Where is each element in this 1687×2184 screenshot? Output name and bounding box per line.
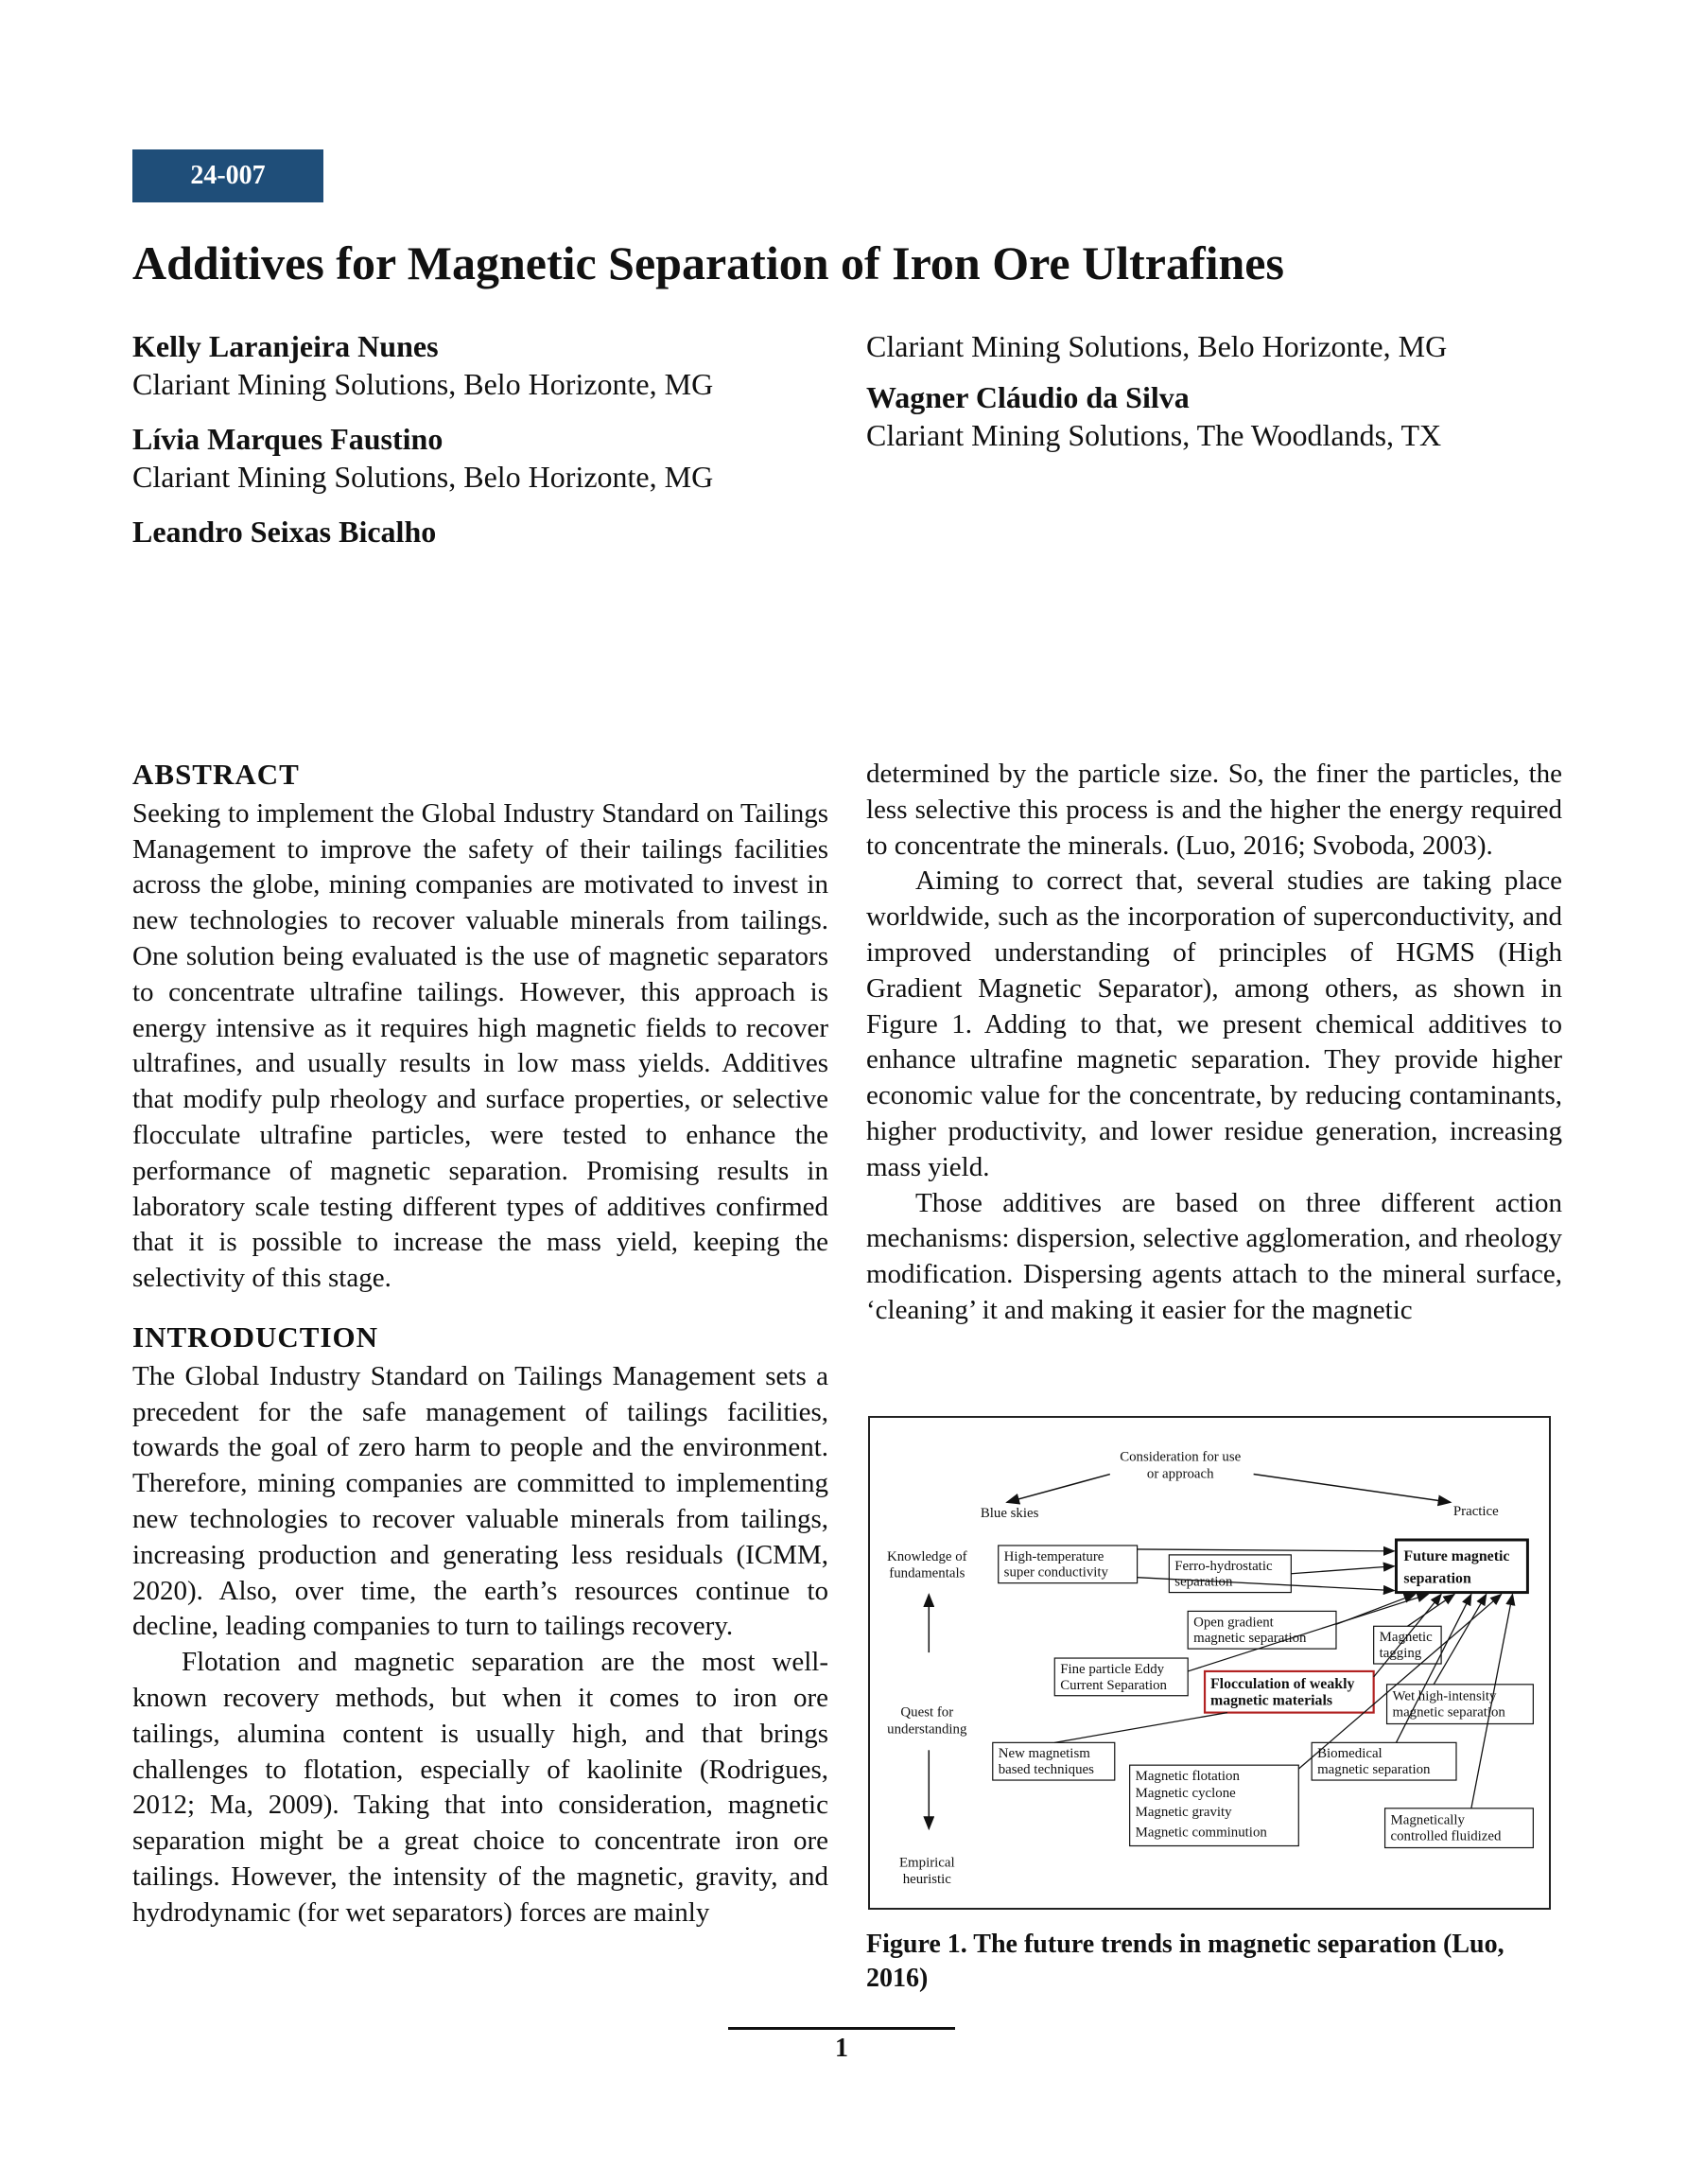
abstract-text: Seeking to implement the Global Industry Standard on Tailings Management to improve the safety of their tailings facilities across the globe, mining companies are motivated to invest in new technologies to recover valuable minerals from tailings. One solution being evaluated is the use of magnetic separators to concentrate ultrafine tailings. However, this approach is energy intensive as it requires high magnetic fields to recover ultrafines, and usually results in low mass yields. Additives that modify pulp rheology and surface properties, or selective flocculate ultrafine particles, were tested to enhance the performance of magnetic separation. Promising results in laboratory scale testing different types of additives confirmed that it is possible to increase the mass yield, keeping the selectivity of this stage. (132, 797, 828, 1294)
footer-rule (728, 2027, 955, 2030)
fig-axis-label: understanding (887, 1721, 967, 1738)
fig-axis-label: Quest for (900, 1704, 954, 1721)
left-column (132, 757, 828, 1931)
introduction-heading: INTRODUCTION (132, 1319, 379, 1354)
fig-box-text: Open gradient (1193, 1615, 1274, 1631)
fig-box-text: magnetic separation (1392, 1704, 1505, 1721)
fig-box-text: super conductivity (1003, 1564, 1108, 1581)
page-number: 1 (835, 2034, 848, 2063)
fig-box-text: Fine particle Eddy (1060, 1661, 1165, 1677)
fig-box-text: magnetic materials (1209, 1692, 1333, 1709)
author-affiliation: Clariant Mining Solutions, Belo Horizonte, MG (132, 367, 714, 401)
fig-box-text: magnetic separation (1317, 1762, 1431, 1778)
fig-box-text: Magnetic comminution (1135, 1825, 1267, 1841)
fig-box-text: based techniques (998, 1762, 1094, 1778)
fig-box-text: Flocculation of weakly (1209, 1675, 1355, 1692)
fig-axis-label: fundamentals (889, 1565, 965, 1581)
fig-box-text: Ferro-hydrostatic (1174, 1558, 1273, 1574)
fig-right-top-label: Practice (1452, 1504, 1499, 1520)
author-affiliation: Clariant Mining Solutions, Belo Horizonte, MG (866, 329, 1448, 363)
fig-top-label: or approach (1146, 1466, 1214, 1482)
intro-paragraph: Flotation and magnetic separation are the most well-known recovery methods, but when it comes to iron ore tailings, alumina content is usually high, and that brings challenges to flotation, especially of kaolinite (Rodrigues, 2012; Ma, 2009). Taking that into consideration, magnetic separation might be a great choice to concentrate iron ore tailings. However, the intensity of the magnetic, gravity, and hydrodynamic (for wet separators) forces are mainly (132, 1647, 828, 1928)
paper-id-badge (132, 149, 323, 202)
abstract-heading: ABSTRACT (132, 758, 300, 791)
fig-box-text: separation (1174, 1574, 1233, 1590)
fig-box-text: Future magnetic (1403, 1547, 1510, 1564)
fig-box-text: Magnetically (1390, 1812, 1466, 1828)
author-name: Leandro Seixas Bicalho (132, 515, 437, 549)
fig-box-text: controlled fluidized (1390, 1828, 1502, 1844)
fig-axis-label: heuristic (902, 1872, 951, 1888)
author-affiliation: Clariant Mining Solutions, The Woodlands, TX (866, 418, 1442, 452)
figure-caption: Figure 1. The future trends in magnetic separation (Luo, 2016) (866, 1930, 1504, 1993)
fig-box-text: Current Separation (1060, 1677, 1167, 1693)
fig-box-text: magnetic separation (1193, 1631, 1307, 1647)
intro-paragraph: Aiming to correct that, several studies are taking place worldwide, such as the incorporation of superconductivity, and improved understanding of principles of HGMS (High Gradient Magnetic Separator), among others, as shown in Figure 1. Adding to that, we present chemical additives to enhance ultrafine magnetic separation. They provide higher economic value for the concentrate, by reducing contaminants, higher productivity, and lower residue generation, increasing mass yield. (866, 865, 1562, 1182)
fig-box-text: Magnetic (1379, 1630, 1433, 1646)
fig-box-text: Magnetic cyclone (1135, 1785, 1236, 1801)
fig-box-text: separation (1403, 1570, 1471, 1587)
fig-left-top-label: Blue skies (980, 1506, 1039, 1522)
author-name: Lívia Marques Faustino (132, 422, 443, 456)
author-name: Wagner Cláudio da Silva (866, 380, 1190, 414)
right-column (866, 757, 1562, 1329)
paper-title: Additives for Magnetic Separation of Iron Ore Ultrafines (132, 236, 1284, 289)
fig-arrow (1254, 1475, 1451, 1503)
fig-box-text: Biomedical (1317, 1746, 1383, 1762)
intro-paragraph-continued: determined by the particle size. So, the finer the particles, the less selective this process is and the higher the energy required to concentrate the minerals. (Luo, 2016; Svoboda, 2003). (866, 759, 1562, 861)
authors-left (132, 327, 832, 550)
paper-id: 24-007 (190, 161, 266, 190)
fig-box-text: Magnetic flotation (1135, 1769, 1240, 1785)
fig-box-text: tagging (1379, 1646, 1422, 1662)
intro-paragraph: Those additives are based on three different action mechanisms: dispersion, selective agglomeration, and rheology modification. Dispersing agents attach to the mineral surface, ‘cleaning’ it and making it easier for the magnetic (866, 1187, 1562, 1325)
fig-box-text: Wet high-intensity (1392, 1688, 1497, 1704)
fig-box-text: High-temperature (1003, 1548, 1104, 1564)
intro-paragraph: The Global Industry Standard on Tailings Management sets a precedent for the safe management of tailings facilities, towards the goal of zero harm to people and the environment. Therefore, mining companies are committed to implementing new technologies to recover valuable minerals from tailings, increasing production and generating less residuals (ICMM, 2020). Also, over time, the earth’s resources continue to decline, leading companies to turn to tailings recovery. (132, 1360, 828, 1642)
fig-axis-label: Knowledge of (886, 1548, 967, 1564)
fig-arrow (1007, 1475, 1110, 1503)
author-name: Kelly Laranjeira Nunes (132, 329, 439, 363)
figure-1-diagram (868, 1416, 1551, 1910)
fig-top-label: Consideration for use (1120, 1449, 1242, 1465)
authors-right (866, 327, 1566, 471)
fig-box-text: Magnetic gravity (1135, 1804, 1232, 1820)
author-affiliation: Clariant Mining Solutions, Belo Horizonte, MG (132, 460, 714, 494)
fig-box-text: New magnetism (998, 1746, 1090, 1762)
fig-axis-label: Empirical (898, 1855, 955, 1871)
